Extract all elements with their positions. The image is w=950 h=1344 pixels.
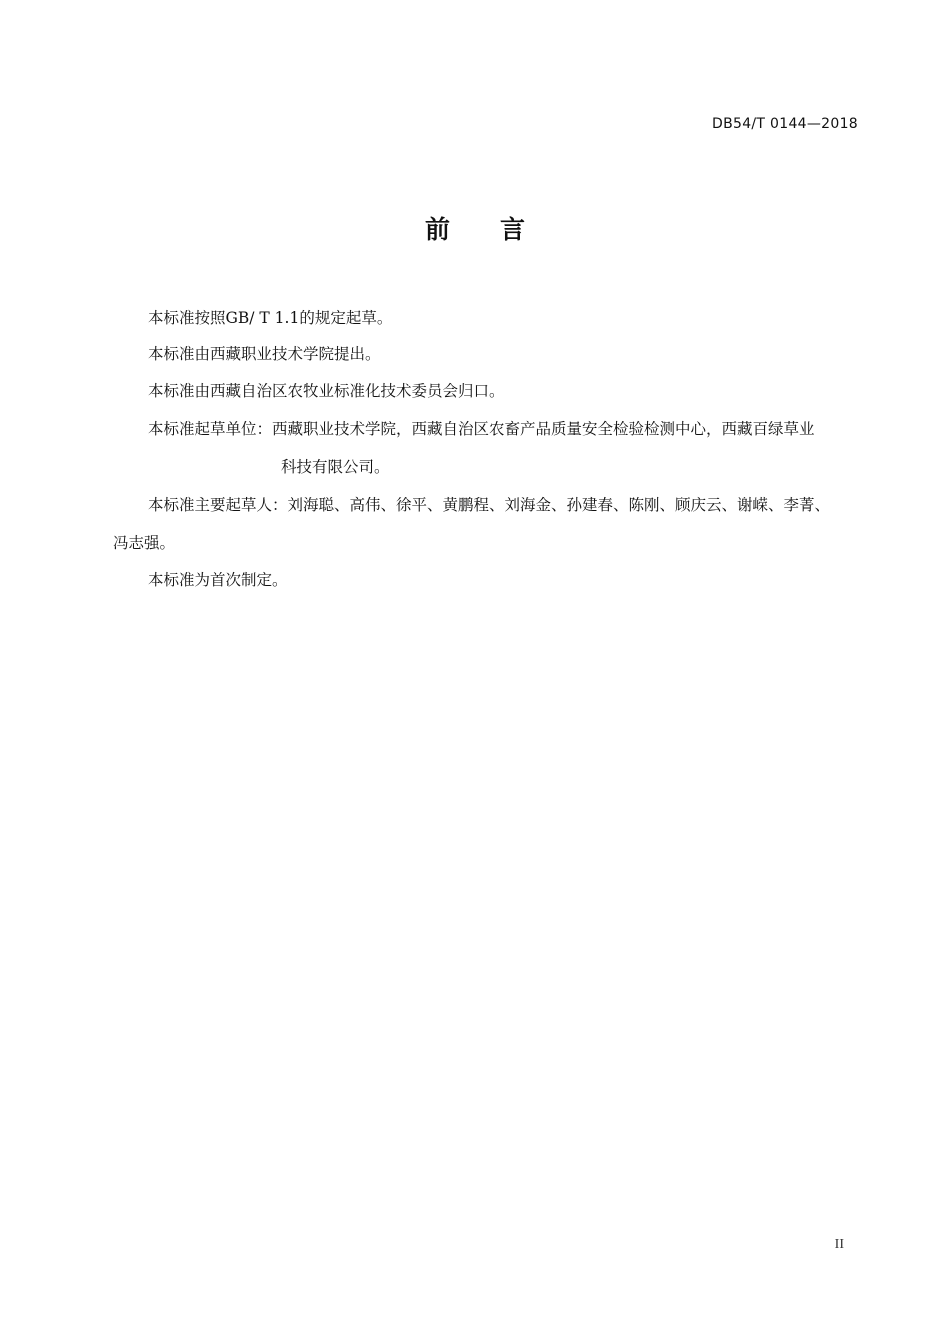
paragraph-first-edition: 本标准为首次制定。 xyxy=(148,571,288,589)
paragraph-main-drafters-continued: 冯志强。 xyxy=(113,534,176,552)
paragraph-drafting-units: 本标准起草单位：西藏职业技术学院，西藏自治区农畜产品质量安全检验检测中心，西藏百绿草业 xyxy=(148,420,815,438)
doc-number: DB54/T 0144—2018 xyxy=(712,116,858,132)
paragraph-proposer: 本标准由西藏职业技术学院提出。 xyxy=(148,345,381,363)
paragraph-main-drafters: 本标准主要起草人：刘海聪、高伟、徐平、黄鹏程、刘海金、孙建春、陈刚、顾庆云、谢嵘、李菁、 xyxy=(148,496,831,514)
paragraph-centralized-unit: 本标准由西藏自治区农牧业标准化技术委员会归口。 xyxy=(148,382,505,400)
page-title: 前 言 xyxy=(424,215,525,244)
paragraph-drafting-units-continued: 科技有限公司。 xyxy=(281,458,390,476)
page-number: II xyxy=(834,1237,844,1252)
paragraph-drafting-rule: 本标准按照GB/ T 1.1的规定起草。 xyxy=(148,309,393,327)
